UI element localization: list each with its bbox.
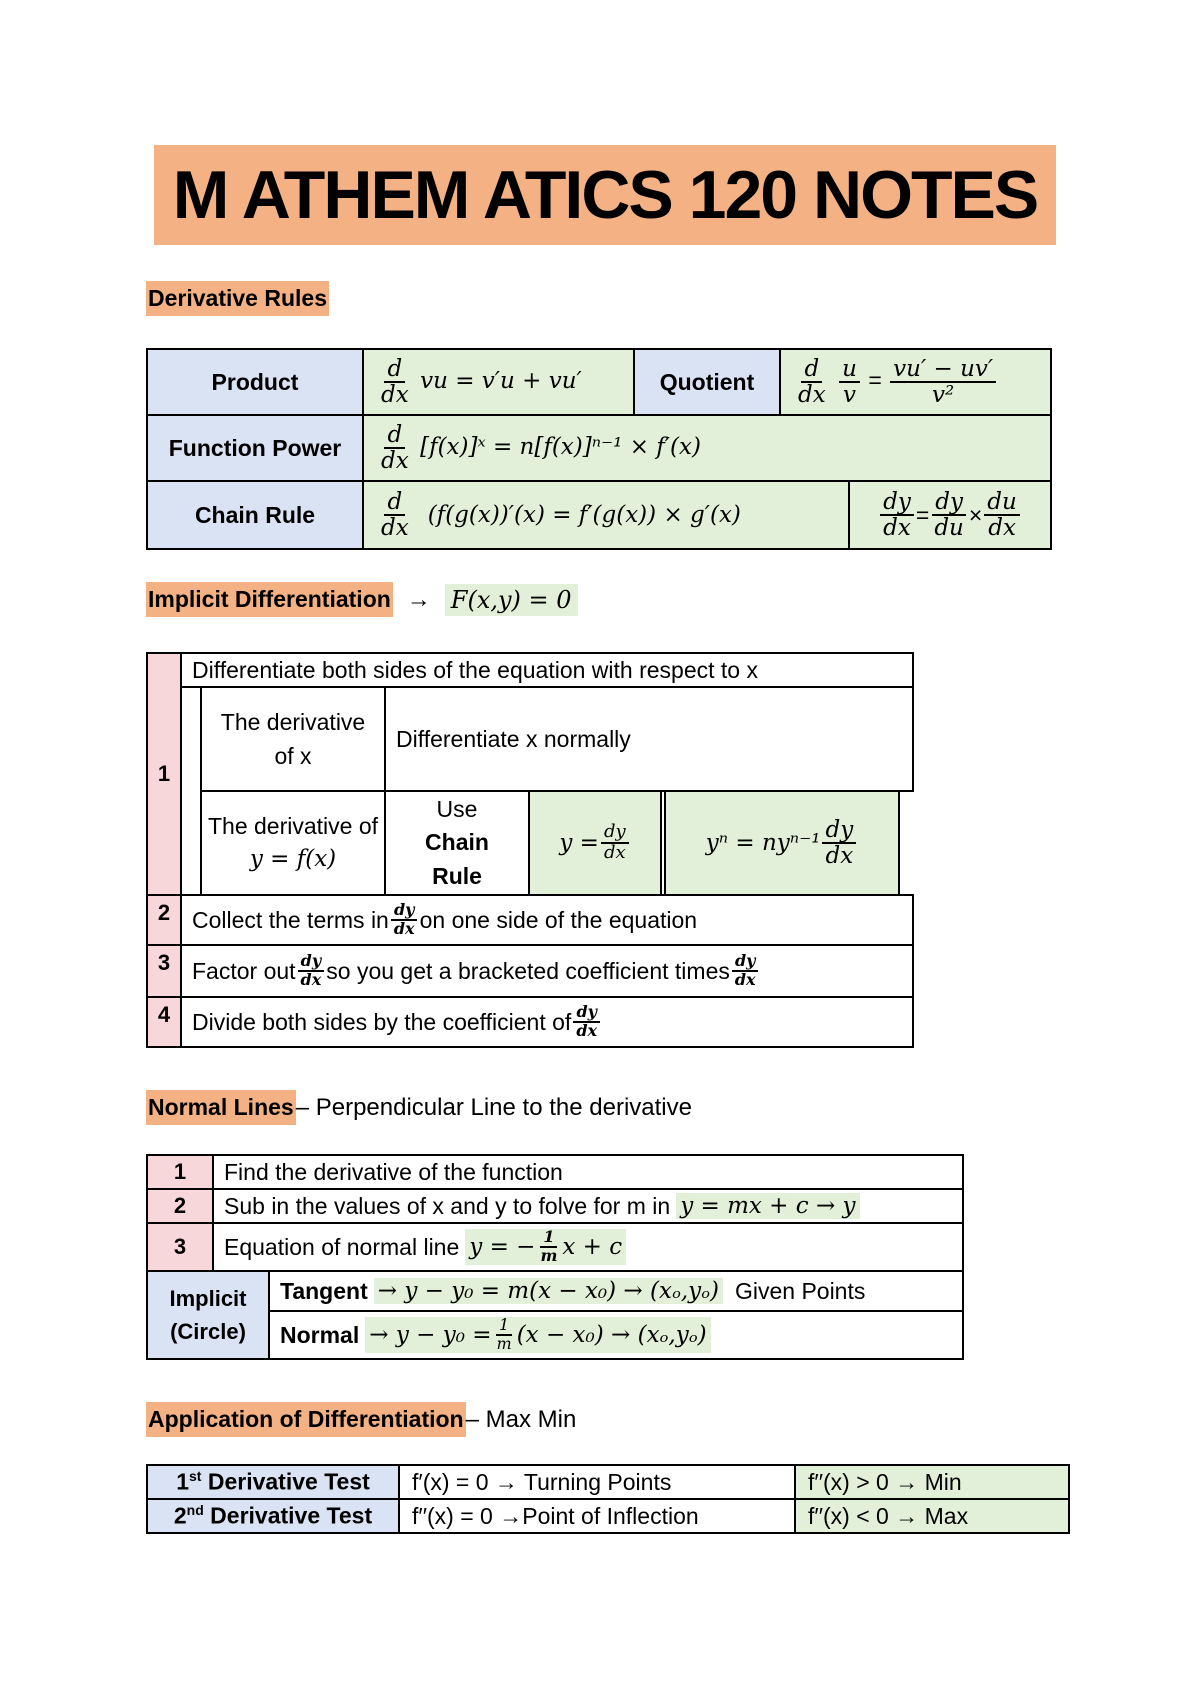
second-derivative-test-result: f′′(x) < 0 → Max (795, 1499, 1069, 1533)
normal-row: Normal → y − y₀ = $\frac{1}{m}$ (x − x₀) → (xₒ,yₒ) (268, 1310, 964, 1360)
step-number: 3 (146, 944, 182, 998)
quotient-label: Quotient (634, 349, 780, 415)
function-power-label: Function Power (147, 415, 363, 481)
step-number: 4 (146, 996, 182, 1048)
product-formula: $\frac{d}{dx}$ vu = v′u + vu′ (363, 349, 634, 415)
step2-text: Collect the terms in $\frac{dy}{dx}$ on one side of the equation (180, 894, 914, 946)
first-derivative-test-label: 1st Derivative Test (147, 1465, 399, 1499)
application-heading-row (146, 1402, 576, 1437)
normal-lines-subtitle: – Perpendicular Line to the derivative (295, 1093, 692, 1121)
step-number: 2 (146, 894, 182, 946)
step-number: 3 (146, 1222, 214, 1272)
implicit-table (146, 652, 914, 1054)
step-number: 1 (146, 652, 182, 896)
arrow-icon: → (406, 585, 431, 613)
step3-text: Factor out $\frac{dy}{dx}$ so you get a bracketed coefficient times $\frac{dy}{dx}$ (180, 944, 914, 998)
derivative-rules-table (146, 348, 1052, 550)
tangent-row: Tangent → y − y₀ = m(x − x₀) → (xₒ,yₒ) Given Points (268, 1270, 964, 1312)
application-table (146, 1464, 1070, 1534)
product-label: Product (147, 349, 363, 415)
second-derivative-test-label: 2nd Derivative Test (147, 1499, 399, 1533)
yn-derivative-formula: yⁿ = nyⁿ⁻¹ $\frac{dy}{dx}$ (664, 790, 900, 896)
step4-text: Divide both sides by the coefficient of $\frac{dy}{dx}$ (180, 996, 914, 1048)
second-derivative-test-formula: f′′(x) = 0 →Point of Inflection (399, 1499, 795, 1533)
y-derivative-formula: y = $\frac{dy}{dx}$ (528, 790, 662, 896)
differentiate-normally: Differentiate x normally (384, 686, 914, 792)
first-derivative-test-formula: f′(x) = 0 → Turning Points (399, 1465, 795, 1499)
normal-lines-heading-row (146, 1090, 692, 1125)
normal-lines-table (146, 1154, 964, 1362)
normal-step3-text: Equation of normal line y = − $\frac{1}{m}$ x + c (212, 1222, 964, 1272)
implicit-heading: Implicit Differentiation (146, 582, 393, 617)
derivative-of-x-label: The derivative of x (200, 686, 386, 792)
normal-step1-text: Find the derivative of the function (212, 1154, 964, 1190)
implicit-heading-row (146, 582, 578, 617)
use-chain-rule: Use Chain Rule (384, 790, 530, 896)
normal-step2-text: Sub in the values of x and y to folve for m in y = mx + c → y (212, 1188, 964, 1224)
implicit-circle-label: Implicit (Circle) (146, 1270, 270, 1360)
derivative-rules-heading: Derivative Rules (146, 281, 329, 316)
derivative-of-y-label: The derivative of y = f(x) (200, 790, 386, 896)
chain-rule-formula: $\frac{d}{dx}$ (f(g(x))′(x) = f′(g(x)) × g′(x) $\frac{dy}{dx}$ = $\frac{dy}{du}$ × $\frac{du}{dx}$ (363, 481, 1051, 549)
function-power-formula: $\frac{d}{dx}$ [f(x)]ˣ = n[f(x)]ⁿ⁻¹ × f′(x) (363, 415, 1051, 481)
application-subtitle: – Max Min (465, 1405, 577, 1433)
implicit-formula: F(x,y) = 0 (445, 584, 578, 616)
application-heading: Application of Differentiation (146, 1402, 466, 1437)
step-number: 2 (146, 1188, 214, 1224)
quotient-formula: $\frac{d}{dx}$ $\frac{u}{v}$ = $\frac{vu' - uv'}{\text{v²}}$ (780, 349, 1051, 415)
step1-text: Differentiate both sides of the equation with respect to x (180, 652, 914, 688)
leibniz-chain-formula: $\frac{dy}{dx}$ = $\frac{dy}{du}$ × $\frac{du}{dx}$ (850, 490, 1050, 540)
step-number: 1 (146, 1154, 214, 1190)
first-derivative-test-result: f′′(x) > 0 → Min (795, 1465, 1069, 1499)
page-title: M ATHEM ATICS 120 NOTES (154, 145, 1056, 245)
chain-rule-label: Chain Rule (147, 481, 363, 549)
normal-lines-heading: Normal Lines (146, 1090, 296, 1125)
